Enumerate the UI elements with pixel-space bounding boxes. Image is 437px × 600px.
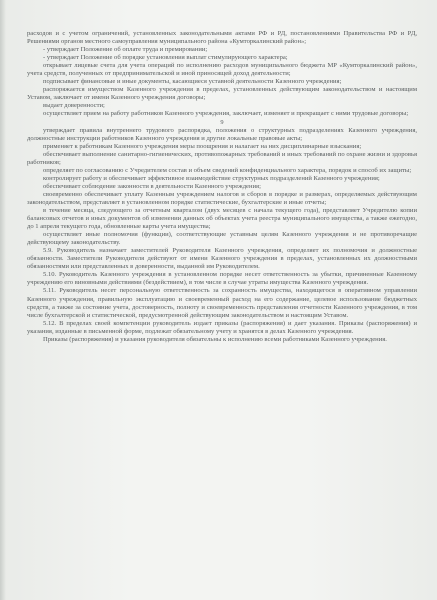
- paragraph: применяет к работникам Казенного учреждения меры поощрения и налагает на них дисциплинарные взыскания;: [43, 142, 362, 150]
- paragraph: своевременно обеспечивает уплату Казенным учреждением налогов и сборов в порядке и размерах, определяемых действующим законодательством, представляет в установленном порядке статистические, бухгалтерские и иные отчеты;: [27, 190, 417, 206]
- paragraph: - утверждает Положение об оплате труда и премировании;: [43, 46, 208, 54]
- paragraph: контролирует работу и обеспечивает эффективное взаимодействие структурных подразделений Казенного учреждения;: [43, 174, 380, 182]
- paragraph: 5.12. В пределах своей компетенции руководитель издает приказы (распоряжения) и дает указания. Приказы (распоряжения) и указания, изданные в письменной форме, подлежат обязательному учету и хранятся в делах Казенного учреждения.: [27, 319, 417, 335]
- paragraph: определяет по согласованию с Учредителем состав и объем сведений конфиденциального характера, порядок и способ их защиты;: [43, 166, 412, 174]
- paragraph: в течение месяца, следующего за отчетным кварталом (двух месяцев с начала текущего года), представляет Учредителю копии балансовых отчетов и иных документов об изменении данных об объектах учета реестра муниципального имущества, а также ежегодно, до 1 апреля текущего года, обновленные карты учета имущества;: [27, 206, 417, 231]
- paragraph: обеспечивает выполнение санитарно-гигиенических, противопожарных требований и иных требований по охране жизни и здоровья работников;: [27, 150, 417, 166]
- paragraph: 5.10. Руководитель Казенного учреждения в установленном порядке несет ответственность за убытки, причиненные Казенному учреждению его виновными действиями (бездействием), в том числе в случае утраты имущества Казенного учреждения.: [27, 271, 417, 287]
- paragraph: - утверждает Положение об порядке установления выплат стимулирующего характера;: [43, 54, 288, 62]
- paragraph: осуществляет прием на работу работников Казенного учреждения, заключает, изменяет и прекращает с ними трудовые договоры;: [43, 110, 409, 118]
- paragraph: осуществляет иные полномочия (функции), соответствующие уставным целям Казенного учреждения и не противоречащие действующему законодательству.: [27, 231, 417, 247]
- paragraph: утверждает правила внутреннего трудового распорядка, положения о структурных подразделениях Казенного учреждения, должностные инструкции работников Казенного учреждения и другие локальные правовые акты;: [27, 126, 417, 142]
- page-number: 9: [220, 118, 224, 126]
- paragraph: Приказы (распоряжения) и указания руководителя обязательны к исполнению всеми работниками Казенного учреждения.: [43, 335, 387, 343]
- paragraph: выдает доверенности;: [43, 102, 105, 110]
- paragraph: подписывает финансовые и иные документы, касающиеся уставной деятельности Казенного учреждения;: [43, 78, 342, 86]
- paragraph: обеспечивает соблюдение законности в деятельности Казенного учреждения;: [43, 182, 261, 190]
- paragraph: 5.9. Руководитель назначает заместителей Руководителя Казенного учреждения, определяет их полномочия и должностные обязанности. Заместители Руководителя действуют от имени Казенного учреждения в пределах, установленных их должностными обязанностями или представленных в доверенности, выданной им Руководителем.: [27, 247, 417, 271]
- paragraph: распоряжается имуществом Казенного учреждения в пределах, установленных действующим законодательством и настоящим Уставом, заключает от имени Казенного учреждения договоры;: [27, 86, 417, 102]
- paragraph: расходов и с учетом ограничений, установленных законодательными актами РФ и РД, постановлениями Правительства РФ и РД, Решениями органов местного самоуправления муниципального района «Кумторкалинский район»;: [27, 30, 417, 46]
- paragraph: 5.11. Руководитель несет персональную ответственность за сохранность имущества, находящегося в оперативном управлении Казенного учреждения, правильную эксплуатацию и своевременный расход на его содержание, целевое использование бюджетных средств, а также за состояние учета, достоверность, полноту и своевременность представления отчетности Казенного учреждения, в том числе бухгалтерской и статистической, предусмотренной действующим законодательством и настоящим Уставом.: [27, 287, 417, 319]
- paragraph: открывает лицевые счета для учета операций по исполнению расходов муниципального бюджета МР «Кумторкалинский район», учета средств, полученных от предпринимательской и иной приносящей доход деятельности;: [27, 62, 417, 78]
